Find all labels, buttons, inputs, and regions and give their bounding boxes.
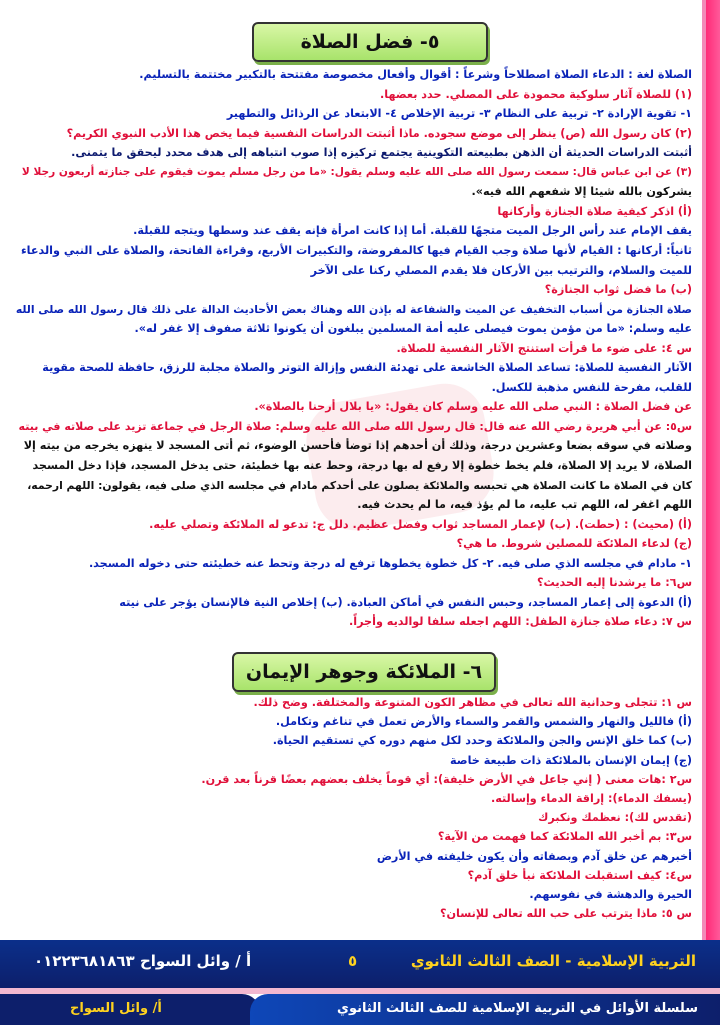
text-line: س٣: بم أخبر الله الملائكة كما فهمت من الآية؟: [437, 830, 692, 844]
section-heading-prayer-text: ٥- فضل الصلاة: [300, 31, 440, 53]
text-line: اللهم اغفر له، اللهم تب عليه، ما لم يؤذ فيه، ما لم يحدث فيه.: [357, 498, 692, 512]
text-line: (ج) لدعاء الملائكة للمصلين شروط. ما هي؟: [456, 537, 692, 551]
text-line: (ب) كما خلق الإنس والجن والملائكة وحدد لكل منهم دوره كي تستقيم الحياة.: [272, 734, 692, 748]
footer-author-phone: أ / وائل السواح ٠١٢٢٣٦٨١٨٦٣: [34, 952, 252, 970]
text-line: (أ) الدعوة إلى إعمار المساجد، وحبس النفس في أماكن العبادة. (ب) إخلاص النية فالإنسان يؤجر على نيته: [119, 595, 692, 609]
text-line: ثانياً: أركانها : القيام لأنها صلاة وجب القيام فيها كالمفروضة، والتكبيرات الأربع، وقراءة الفاتحة، والصلاة على النبي والدعاء: [20, 243, 692, 257]
text-line: (ج) إيمان الإنسان بالملائكة ذات طبيعة خاصة: [450, 753, 692, 767]
text-line: س٤: كيف استقبلت الملائكة نبأ خلق آدم؟: [467, 868, 692, 882]
text-line: س ٤: على ضوء ما قرأت استنتج الآثار النفسية للصلاة.: [396, 341, 692, 355]
text-line: وصلاته في سوقه بضعا وعشرين درجة، وذلك أن أحدهم إذا توضأ فأحسن الوضوء، ثم أتى المسجد لا ينهزه يخرجه من بيته إلا: [23, 439, 692, 453]
text-line: للقلب، مفرحة للنفس مذهبة للكسل.: [491, 380, 692, 394]
text-line: ١- تقوية الإرادة ٢- تربية على النظام ٣- تربية الإخلاص ٤- الابتعاد عن الرذائل والتطهير: [226, 107, 692, 121]
text-line: (تقدس لك): نعظمك ونكبرك: [538, 811, 692, 825]
text-line: الآثار النفسية للصلاة: تساعد الصلاة الخاشعة على تهدئة النفس وإزالة التوتر والصلاة مجلبة للرزق، حافظة للصحة مقوية: [42, 361, 692, 375]
text-line: (أ) (محيث) : (حطت). (ب) لإعمار المساجد ثواب وفضل عظيم. دلل ج: تدعو له الملائكة وتصلي عليه.: [149, 517, 692, 531]
text-line: (أ) فالليل والنهار والشمس والقمر والسماء والأرض تعمل في تناغم وتكامل.: [275, 715, 692, 729]
series-title: سلسلة الأوائل في التربية الإسلامية للصف الثالث الثانوي: [337, 1001, 698, 1016]
text-line: (ب) ما فضل ثواب الجنازة؟: [544, 283, 692, 297]
text-line: للميت والسلام، والترتيب بين الأركان فلا يقدم المصلي ركنا على الآخر: [310, 263, 692, 277]
text-line: يقف الإمام عند رأس الرجل الميت متجهًا للقبلة. أما إذا كانت امرأة فإنه يقف عند وسطها ويتجه للقبلة.: [133, 224, 692, 238]
text-line: أخبرهم عن خلق آدم وبصفاته وأن يكون خليفته في الأرض: [376, 849, 692, 863]
text-line: س٢ :هات معنى ( إني جاعل في الأرض خليفة): أي قوماً يخلف بعضهم بعضًا قرناً بعد قرن.: [201, 772, 692, 786]
text-line: ١- مادام في مجلسه الذي صلى فيه. ٢- كل خطوة يخطوها ترفع له درجة وتحط عنه خطيئته حتى دخوله المسجد.: [88, 556, 692, 570]
text-line: س٥: عن أبي هريرة رضي الله عنه قال: قال رسول الله صلى الله عليه وسلم: صلاة الرجل في جماعة تزيد على صلاته في بيته: [18, 419, 692, 433]
text-line: يشركون بالله شيئا إلا شفعهم الله فيه».: [471, 185, 692, 199]
text-line: عليه وسلم: «ما من مؤمن يموت فيصلى عليه أمة المسلمين يبلغون أن يكونوا ثلاثة صفوف إلا غفر له».: [134, 322, 692, 336]
section-heading-angels: [232, 652, 496, 692]
text-line: س ٥: ماذا يترتب على حب الله تعالى للإنسان؟: [440, 907, 692, 921]
text-line: الصلاة لغة : الدعاء الصلاة اصطلاحاً وشرعاً : أقوال وأفعال مخصوصة مفتتحة بالتكبير مختتمة بالتسليم.: [139, 68, 692, 81]
text-line: صلاة الجنازة من أسباب التخفيف عن الميت والشفاعة له بإذن الله وهناك بعض الأحاديث الدالة على ذلك قال رسول الله صلى الله: [15, 302, 692, 316]
text-line: الحيرة والدهشة في نفوسهم.: [529, 888, 692, 901]
side-stripe-inner: [702, 0, 706, 940]
text-line: س ٧: دعاء صلاة جنازة الطفل: اللهم اجعله سلفا لوالديه وأجراً.: [349, 615, 692, 629]
text-line: عن فضل الصلاة : النبي صلى الله عليه وسلم كان يقول: «يا بلال أرحنا بالصلاة».: [254, 400, 692, 414]
section-heading-prayer: [252, 22, 488, 62]
side-stripe: [706, 0, 720, 940]
series-footer: [0, 994, 720, 1025]
text-line: س ١: تتجلى وحدانية الله تعالى في مظاهر الكون المتنوعة والمختلفة. وضح ذلك.: [253, 696, 692, 709]
footer-subject: التربية الإسلامية - الصف الثالث الثانوي: [410, 952, 696, 970]
series-author: أ/ وائل السواح: [70, 1001, 162, 1016]
text-line: (يسفك الدماء): إراقة الدماء وإسالته.: [490, 792, 692, 805]
text-line: (أ) اذكر كيفية صلاة الجنازة وأركانها: [497, 204, 692, 218]
text-line: س٦: ما يرشدنا إليه الحديث؟: [537, 576, 692, 590]
section-heading-angels-text: ٦- الملائكة وجوهر الإيمان: [245, 661, 483, 683]
text-line: كان في الصلاة ما كانت الصلاة هي تحبسه والملائكة يصلون على أحدكم مادام في مجلسه الذي صلى فيه، يقولون: اللهم ارحمه،: [27, 478, 692, 492]
text-line: الصلاة، لا يريد إلا الصلاة، فلم يخط خطوة إلا رفع له بها درجة، وحط عنه بها خطيئة، حتى يدخل المسجد، فإذا دخل المسجد: [32, 459, 692, 472]
text-line: (١) للصلاة آثار سلوكية محمودة على المصلي. حدد بعضها.: [380, 87, 692, 101]
text-line: (٢) كان رسول الله (ص) ينظر إلى موضع سجوده. ماذا أثبتت الدراسات النفسية فيما يخص هذا الأدب النبوي الكريم؟: [66, 126, 692, 140]
footer-bar: [0, 940, 720, 988]
footer-page-number: ٥: [348, 952, 358, 970]
text-line: أثبتت الدراسات الحديثة أن الذهن بطبيعته التكوينية يجتمع تركيزه إذا صوب انتباهه إلى هدف محدد ليحقق ما يتمنى.: [71, 146, 692, 160]
text-line: (٣) عن ابن عباس قال: سمعت رسول الله صلى الله عليه وسلم يقول: «ما من رجل مسلم يموت فيقوم على جنازته أربعون رجلا لا: [21, 165, 692, 178]
